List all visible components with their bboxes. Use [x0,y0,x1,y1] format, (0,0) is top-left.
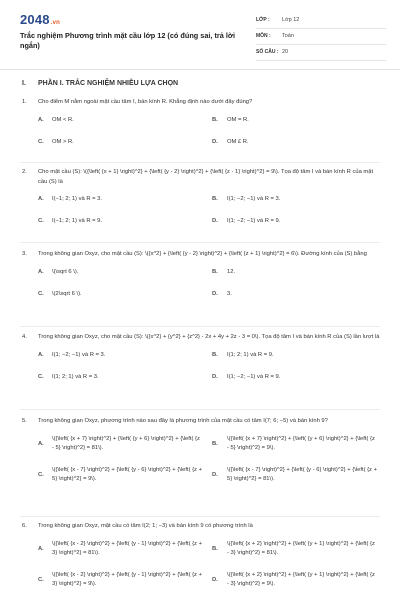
option-text: OM > R. [52,138,74,145]
option-text: I(1; −2; −1) và R = 9. [227,218,281,224]
option-text: 12. [227,268,236,275]
logo-text: 2048 [20,12,50,27]
option-text: \({\left( {x + 7} \right)^2} + {\left( {y + 6} \right)^2} + {\left( {z - 5} \right)^2} = 81\). [52,435,200,451]
option-letter: B. [212,196,218,202]
question-4 [22,333,382,391]
option-letter: B. [212,545,218,552]
options [22,435,382,495]
option-letter: D. [212,138,218,145]
option-letter: B. [212,116,218,123]
options [22,351,382,391]
option-text: 3. [227,290,232,297]
option-text: I(1; −2; −1) và R = 3. [227,196,281,202]
option-letter: A. [38,116,44,123]
site-logo[interactable] [20,12,60,27]
question-text: Cho mặt cầu (S): \({\left( {x + 1} \right)^2} + {\left( {y - 2} \right)^2} + {\left( {z - 1} \right)^2} = 9\). Tọa độ tâm I và bán kính R của mặt cầu (S) là [38,169,374,185]
question-number: 3. [22,251,27,257]
question-text: Trong không gian Oxyz, phương trình nào sau đây là phương trình của mặt cầu có tâm I(7; 6; −5) và bán kính 9? [38,418,328,424]
option-letter: C. [38,471,44,478]
option-letter: C. [38,373,44,380]
option-text: \(\sqrt 6 \). [52,268,79,275]
options [22,195,382,235]
meta-row-subject [256,30,386,45]
question-number: 4. [22,334,27,340]
logo-suffix: .vn [50,20,61,26]
meta-row-class [256,14,386,29]
question-6 [22,522,382,600]
divider [20,326,380,327]
option-letter: D. [212,576,218,583]
meta-label: SỐ CÂU : [256,49,279,55]
meta-value: Lớp 12 [282,17,300,23]
document-title: Trắc nghiệm Phương trình mặt cầu lớp 12 (có đúng sai, trả lời ngắn) [20,31,236,50]
option-letter: C. [38,138,44,145]
question-5 [22,417,382,495]
section-number: I. [22,80,26,87]
question-stem [22,250,382,260]
question-number: 1. [22,99,27,105]
option-text: OM < R. [52,116,74,123]
section-title [22,80,178,87]
document-meta [256,14,386,62]
options [22,540,382,600]
option-text: I(−1; 2; 1) và R = 9. [52,218,102,224]
divider [20,242,380,243]
option-text: \({\left( {x - 2} \right)^2} + {\left( {y - 1} \right)^2} + {\left( {z + 3} \right)^2} = 9\). [52,571,202,587]
option-letter: C. [38,218,44,224]
option-letter: C. [38,290,44,297]
question-stem [22,417,382,427]
question-3 [22,250,382,308]
option-text: I(−1; 2; 1) và R = 3. [52,196,102,202]
option-letter: A. [38,268,44,275]
option-text: \(2\sqrt 6 \). [52,290,82,297]
option-text: I(1; −2; −1) và R = 9. [227,373,281,380]
section-title-text: PHẦN I. TRẮC NGHIỆM NHIỀU LỰA CHỌN [38,80,179,87]
question-text: Cho điểm M nằm ngoài mặt cầu tâm I, bán kính R. Khẳng định nào dưới đây đúng? [38,99,253,105]
option-text: \({\left( {x - 7} \right)^2} + {\left( {y - 6} \right)^2} + {\left( {z + 5} \right)^2} = 9\). [52,466,202,482]
question-stem [22,98,382,108]
option-letter: B. [212,268,218,275]
question-stem [22,333,382,343]
options [22,268,382,308]
option-text: \({\left( {x + 2} \right)^2} + {\left( {y + 1} \right)^2} + {\left( {z - 3} \right)^2} = 81\). [227,540,375,556]
option-text: I(1; −2; −1) và R = 3. [52,351,106,358]
divider [20,409,380,410]
meta-value: 20 [282,49,289,55]
option-text: \({\left( {x - 2} \right)^2} + {\left( {y - 1} \right)^2} + {\left( {z + 3} \right)^2} = 81\). [52,540,202,556]
question-2 [22,168,382,235]
options [22,116,382,156]
option-letter: D. [212,218,218,224]
divider [20,516,380,517]
question-text: Trong không gian Oxyz, cho mặt cầu (S): \({x^2} + {\left( {y - 2} \right)^2} + {\left( {z + 1} \right)^2} = 6\). Đường kính của (S) bằng [38,251,367,257]
option-letter: B. [212,440,218,447]
question-number: 5. [22,418,27,424]
meta-value: Toán [282,33,294,39]
meta-label: LỚP : [256,17,270,23]
option-letter: A. [38,545,44,552]
option-text: \({\left( {x + 7} \right)^2} + {\left( {y + 6} \right)^2} + {\left( {z - 5} \right)^2} = 9\). [227,435,375,451]
option-letter: C. [38,576,44,583]
question-number: 6. [22,523,27,529]
option-text: \({\left( {x + 2} \right)^2} + {\left( {y + 1} \right)^2} + {\left( {z - 3} \right)^2} = 9\). [227,571,375,587]
option-letter: D. [212,290,218,297]
meta-row-count [256,46,386,61]
option-letter: A. [38,440,44,447]
option-text: I(1; 2; 1) và R = 3. [52,373,99,380]
divider [20,162,380,163]
question-stem [22,168,382,187]
question-1 [22,98,382,156]
question-text: Trong không gian Oxyz, cho mặt cầu (S): \({x^2} + {y^2} + {z^2} - 2x + 4y + 2z - 3 = 0\). Tọa độ tâm I và bán kính R của (S) lần lượt là [38,334,380,340]
question-number: 2. [22,169,27,175]
option-letter: D. [212,471,218,478]
page-header [0,0,400,70]
option-text: OM = R. [227,116,249,123]
option-text: I(1; 2; 1) và R = 9. [227,351,274,358]
option-letter: A. [38,351,44,358]
meta-label: MÔN : [256,33,271,39]
option-letter: A. [38,196,44,202]
option-text: OM £ R. [227,138,249,145]
option-letter: B. [212,351,218,358]
option-text: \({\left( {x - 7} \right)^2} + {\left( {y - 6} \right)^2} + {\left( {z + 5} \right)^2} = 81\). [227,466,377,482]
question-text: Trong không gian Oxyz, mặt cầu có tâm I(2; 1; −3) và bán kính 9 có phương trình là [38,523,253,529]
option-letter: D. [212,373,218,380]
question-stem [22,522,382,532]
